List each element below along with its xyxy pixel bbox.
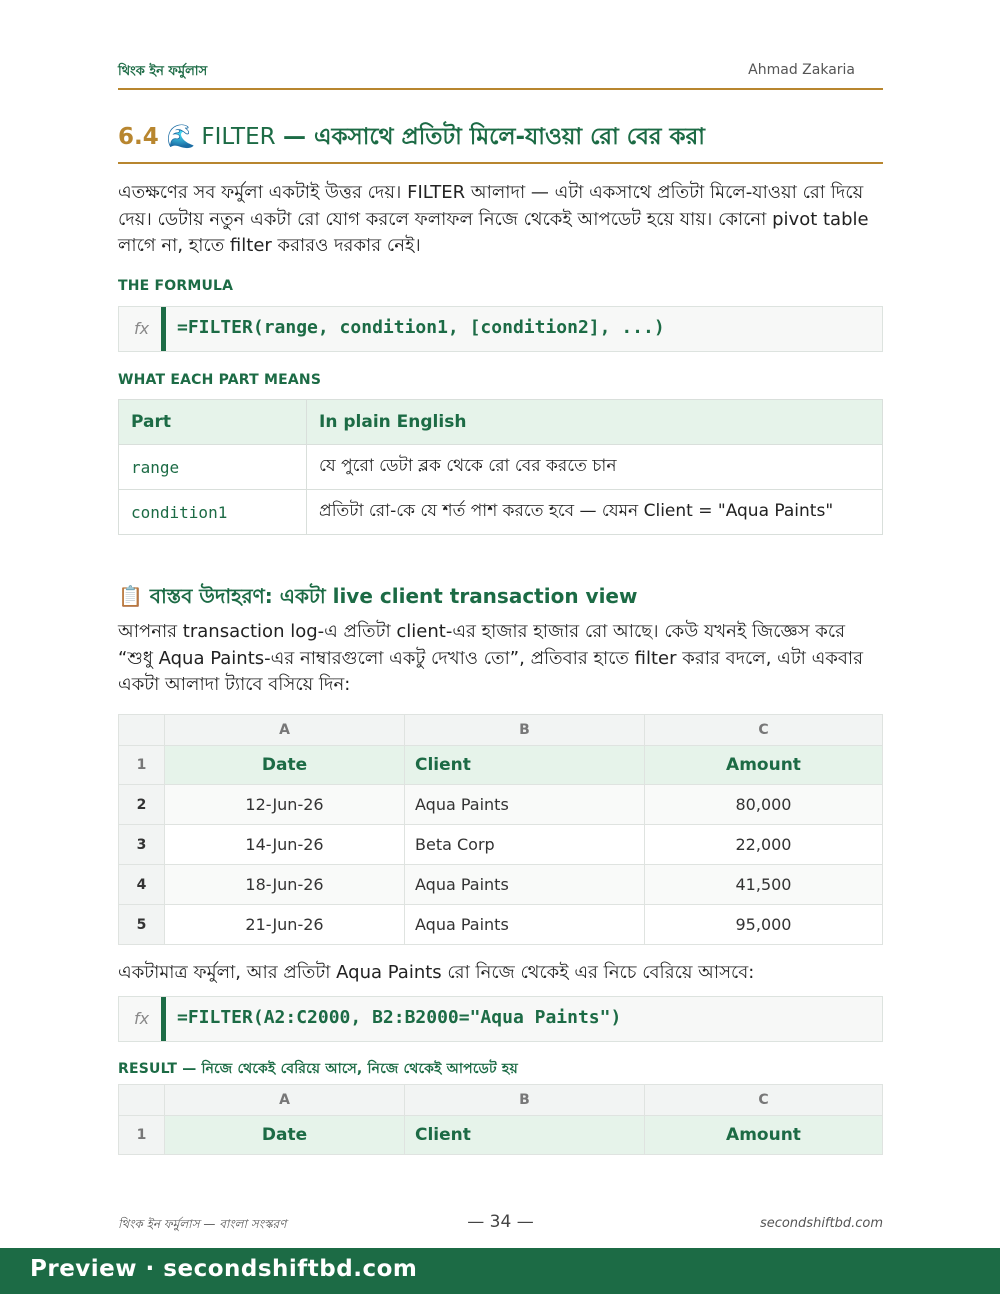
clipboard-icon: 📋 — [118, 584, 143, 608]
cell-date: 12-Jun-26 — [165, 785, 405, 825]
column-letter: C — [645, 715, 883, 746]
page-number: — 34 — — [467, 1212, 534, 1232]
header-amount: Amount — [645, 746, 883, 785]
example-formula: =FILTER(A2:C2000, B2:B2000="Aqua Paints") — [177, 1007, 622, 1028]
preview-banner-text: Preview · secondshiftbd.com — [30, 1256, 418, 1282]
header-client: Client — [405, 1116, 645, 1155]
example-title: বাস্তব উদাহরণ: একটা live client transaction view — [149, 584, 638, 608]
parts-label: WHAT EACH PART MEANS — [118, 372, 322, 388]
section-title-subtitle: — একসাথে প্রতিটা মিলে-যাওয়া রো বের করা — [282, 124, 705, 150]
section-title-function: FILTER — [201, 124, 276, 150]
header-date: Date — [165, 746, 405, 785]
formula-accent-bar — [161, 997, 166, 1041]
cell-client: Beta Corp — [405, 825, 645, 865]
part-description: প্রতিটা রো-কে যে শর্ত পাশ করতে হবে — যেমন Client = "Aqua Paints" — [307, 490, 883, 535]
cell-date: 14-Jun-26 — [165, 825, 405, 865]
table-row — [119, 785, 883, 825]
row-number: 2 — [119, 785, 165, 825]
table-row — [119, 445, 883, 490]
table-row — [119, 490, 883, 535]
parts-header-row — [119, 400, 883, 445]
sheet-header-row — [119, 746, 883, 785]
column-letter: A — [165, 1085, 405, 1116]
formula-label: THE FORMULA — [118, 278, 234, 294]
part-description: যে পুরো ডেটা ব্লক থেকে রো বের করতে চান — [307, 445, 883, 490]
cell-client: Aqua Paints — [405, 865, 645, 905]
corner-cell — [119, 715, 165, 746]
running-header — [118, 60, 883, 90]
column-letter: B — [405, 1085, 645, 1116]
part-name: range — [119, 445, 307, 490]
row-number: 1 — [119, 1116, 165, 1155]
fx-icon: fx — [134, 1009, 150, 1028]
section-number: 6.4 — [118, 124, 159, 150]
row-number: 3 — [119, 825, 165, 865]
parts-header-meaning: In plain English — [307, 400, 883, 445]
result-label: RESULT — নিজে থেকেই বেরিয়ে আসে, নিজে থেকেই আপডেট হয় — [118, 1061, 518, 1077]
result-spreadsheet — [118, 1084, 883, 1155]
example-paragraph: আপনার transaction log-এ প্রতিটা client-এর হাজার হাজার রো আছে। কেউ যখনই জিজ্ঞেস করে “শুধু Aqua Paints-এর নাম্বারগুলো একটু দেখাও তো”, প্রতিবার হাতে filter করার বদলে, এটা একবার একটা আলাদা ট্যাবে বসিয়ে দিন: — [118, 621, 864, 695]
header-book-title: থিংক ইন ফর্মুলাস — [118, 64, 208, 79]
header-author: Ahmad Zakaria — [748, 62, 855, 78]
formula-accent-bar — [161, 307, 166, 351]
cell-date: 18-Jun-26 — [165, 865, 405, 905]
formula-box — [118, 306, 883, 352]
example-heading — [118, 582, 637, 615]
corner-cell — [119, 1085, 165, 1116]
part-name: condition1 — [119, 490, 307, 535]
cell-date: 21-Jun-26 — [165, 905, 405, 945]
page-footer — [118, 1212, 883, 1236]
column-letters-row — [119, 1085, 883, 1116]
column-letter: C — [645, 1085, 883, 1116]
row-number: 4 — [119, 865, 165, 905]
cell-amount: 22,000 — [645, 825, 883, 865]
column-letter: A — [165, 715, 405, 746]
cell-amount: 41,500 — [645, 865, 883, 905]
source-spreadsheet — [118, 714, 883, 945]
cell-amount: 80,000 — [645, 785, 883, 825]
row-number: 5 — [119, 905, 165, 945]
footer-website: secondshiftbd.com — [759, 1216, 883, 1231]
header-client: Client — [405, 746, 645, 785]
after-paragraph: একটামাত্র ফর্মুলা, আর প্রতিটা Aqua Paints রো নিজে থেকেই এর নিচে বেরিয়ে আসবে: — [118, 962, 755, 983]
formula-syntax: =FILTER(range, condition1, [condition2], ...) — [177, 317, 665, 338]
example-formula-box — [118, 996, 883, 1042]
cell-client: Aqua Paints — [405, 905, 645, 945]
table-row — [119, 825, 883, 865]
fx-icon: fx — [134, 319, 150, 338]
wave-icon: 🌊 — [166, 124, 196, 150]
preview-banner — [0, 1248, 1000, 1294]
footer-book-title: থিংক ইন ফর্মুলাস — বাংলা সংস্করণ — [118, 1217, 287, 1231]
intro-paragraph: এতক্ষণের সব ফর্মুলা একটাই উত্তর দেয়। FILTER আলাদা — এটা একসাথে প্রতিটা মিলে-যাওয়া রো দিয়ে দেয়। ডেটায় নতুন একটা রো যোগ করলে ফলাফল নিজে থেকেই আপডেট হয়ে যায়। কোনো pivot table লাগে না, হাতে filter করারও দরকার নেই। — [118, 182, 869, 256]
section-heading — [118, 118, 883, 164]
parts-header-part: Part — [119, 400, 307, 445]
table-row — [119, 905, 883, 945]
header-amount: Amount — [645, 1116, 883, 1155]
column-letter: B — [405, 715, 645, 746]
column-letters-row — [119, 715, 883, 746]
parts-table — [118, 399, 883, 535]
cell-client: Aqua Paints — [405, 785, 645, 825]
table-row — [119, 865, 883, 905]
header-date: Date — [165, 1116, 405, 1155]
sheet-header-row — [119, 1116, 883, 1155]
cell-amount: 95,000 — [645, 905, 883, 945]
row-number: 1 — [119, 746, 165, 785]
